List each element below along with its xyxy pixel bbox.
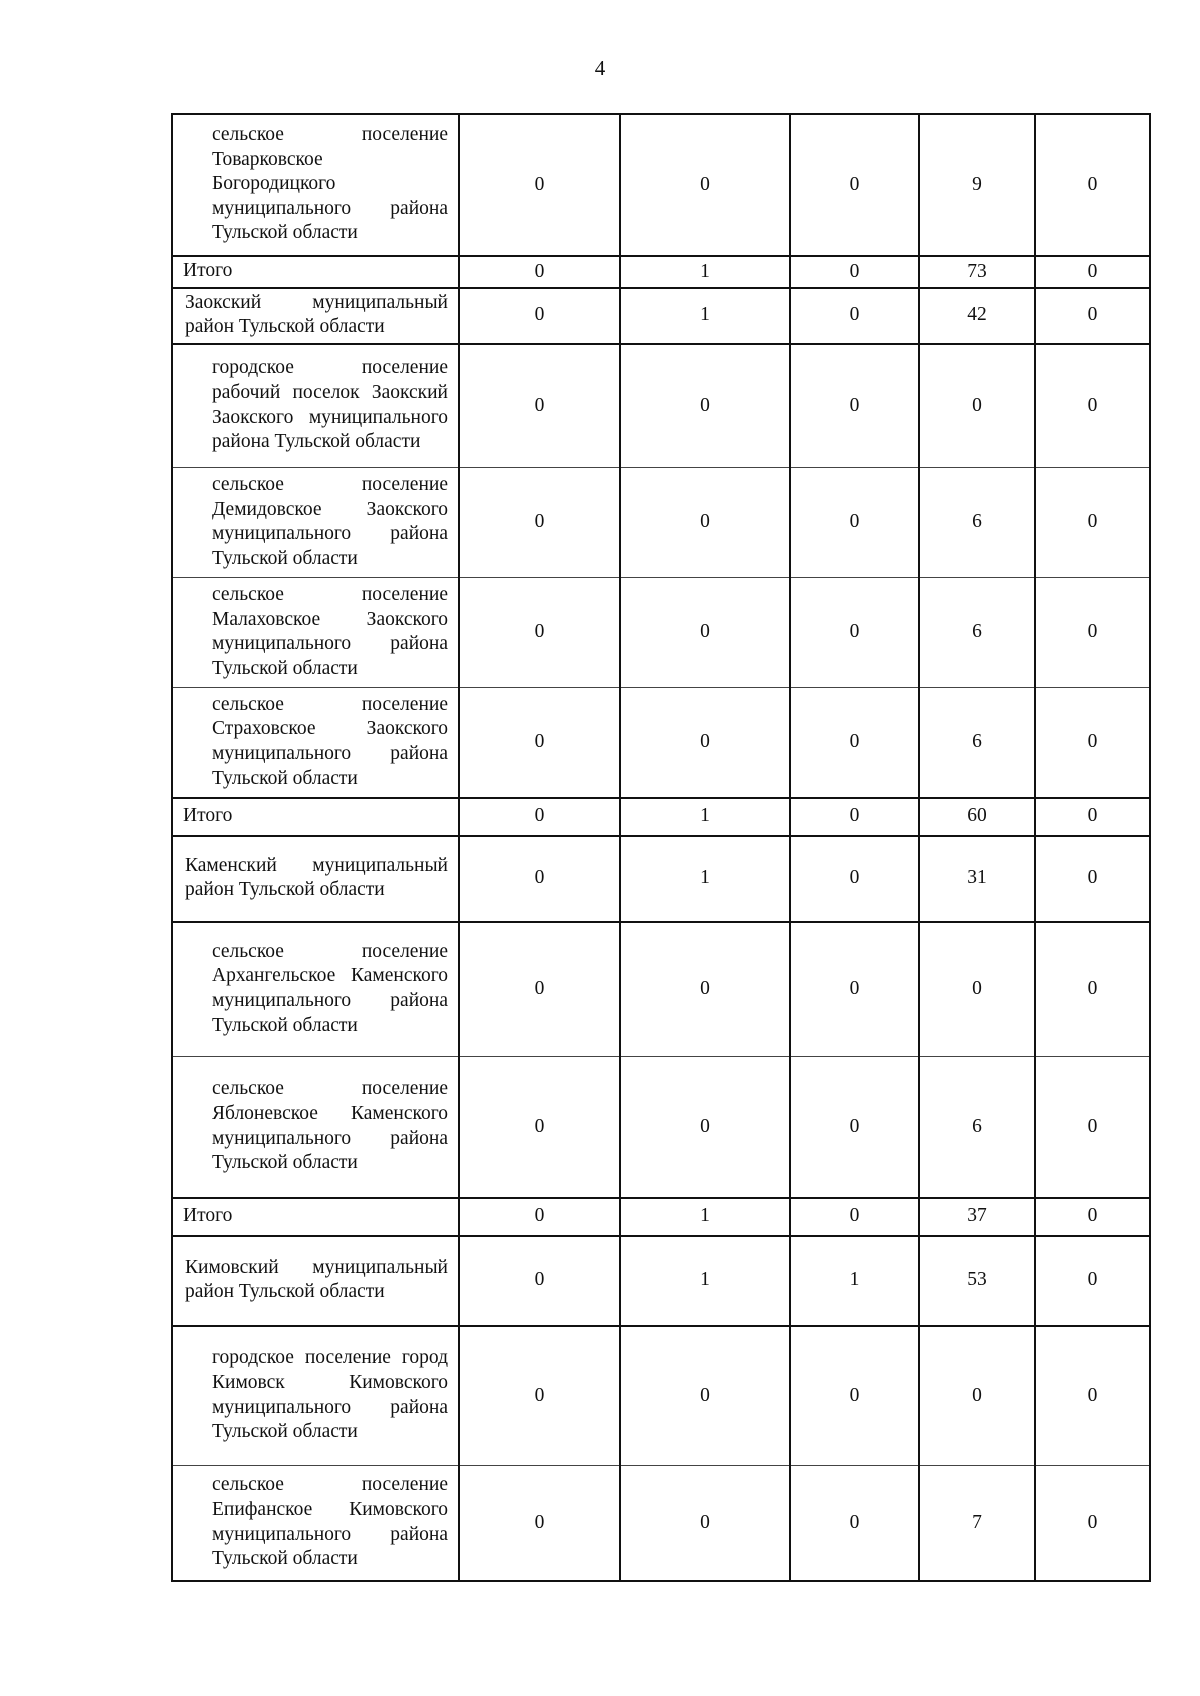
value-cell-5: 0 <box>1035 1466 1150 1581</box>
row-name-cell: сельское поселение Страховское Заокского муниципального района Тульской области <box>172 688 459 798</box>
value-cell-5: 0 <box>1035 688 1150 798</box>
value-cell-4: 53 <box>919 1236 1035 1326</box>
row-name-cell: Кимовский муниципальный район Тульской области <box>172 1236 459 1326</box>
value-cell-3: 0 <box>790 578 919 688</box>
value-cell-4: 60 <box>919 798 1035 836</box>
value-cell-3: 0 <box>790 468 919 578</box>
value-cell-2: 0 <box>620 1466 790 1581</box>
value-cell-4: 0 <box>919 922 1035 1057</box>
value-cell-2: 1 <box>620 1198 790 1236</box>
value-cell-1: 0 <box>459 1236 620 1326</box>
row-name-cell: Итого <box>172 798 459 836</box>
value-cell-3: 0 <box>790 1198 919 1236</box>
page-number: 4 <box>594 56 606 80</box>
value-cell-5: 0 <box>1035 344 1150 468</box>
district-row <box>172 288 1150 344</box>
value-cell-3: 0 <box>790 1326 919 1466</box>
value-cell-4: 6 <box>919 688 1035 798</box>
data-table <box>171 113 1151 1582</box>
value-cell-1: 0 <box>459 1057 620 1198</box>
value-cell-4: 7 <box>919 1466 1035 1581</box>
row-name-cell: сельское поселение Демидовское Заокского муниципального района Тульской области <box>172 468 459 578</box>
value-cell-5: 0 <box>1035 922 1150 1057</box>
value-cell-4: 6 <box>919 468 1035 578</box>
value-cell-1: 0 <box>459 798 620 836</box>
value-cell-2: 1 <box>620 836 790 922</box>
settlement-row <box>172 114 1150 256</box>
value-cell-1: 0 <box>459 1466 620 1581</box>
settlement-row <box>172 578 1150 688</box>
settlement-row <box>172 468 1150 578</box>
value-cell-3: 0 <box>790 922 919 1057</box>
value-cell-3: 0 <box>790 1466 919 1581</box>
value-cell-2: 1 <box>620 288 790 344</box>
value-cell-2: 0 <box>620 468 790 578</box>
value-cell-4: 0 <box>919 1326 1035 1466</box>
settlement-row <box>172 1466 1150 1581</box>
row-name-cell: Итого <box>172 1198 459 1236</box>
value-cell-2: 0 <box>620 344 790 468</box>
value-cell-5: 0 <box>1035 1198 1150 1236</box>
district-row <box>172 1236 1150 1326</box>
row-name-cell: сельское поселение Малаховское Заокского муниципального района Тульской области <box>172 578 459 688</box>
row-name-cell: сельское поселение Яблоневское Каменского муниципального района Тульской области <box>172 1057 459 1198</box>
value-cell-2: 0 <box>620 922 790 1057</box>
value-cell-3: 1 <box>790 1236 919 1326</box>
value-cell-2: 0 <box>620 114 790 256</box>
value-cell-1: 0 <box>459 114 620 256</box>
row-name-cell: сельское поселение Епифанское Кимовского муниципального района Тульской области <box>172 1466 459 1581</box>
value-cell-5: 0 <box>1035 256 1150 288</box>
value-cell-1: 0 <box>459 344 620 468</box>
value-cell-3: 0 <box>790 1057 919 1198</box>
district-row <box>172 836 1150 922</box>
value-cell-1: 0 <box>459 688 620 798</box>
value-cell-3: 0 <box>790 344 919 468</box>
settlement-row <box>172 344 1150 468</box>
value-cell-5: 0 <box>1035 798 1150 836</box>
settlement-row <box>172 688 1150 798</box>
value-cell-3: 0 <box>790 114 919 256</box>
value-cell-1: 0 <box>459 256 620 288</box>
value-cell-3: 0 <box>790 688 919 798</box>
value-cell-3: 0 <box>790 288 919 344</box>
value-cell-5: 0 <box>1035 1326 1150 1466</box>
row-name-cell: Заокский муниципальный район Тульской области <box>172 288 459 344</box>
row-name-cell: Итого <box>172 256 459 288</box>
value-cell-4: 6 <box>919 1057 1035 1198</box>
settlement-row <box>172 1057 1150 1198</box>
row-name-cell: сельское поселение Товарковское Богородицкого муниципального района Тульской области <box>172 114 459 256</box>
total-row <box>172 798 1150 836</box>
value-cell-4: 42 <box>919 288 1035 344</box>
value-cell-2: 1 <box>620 1236 790 1326</box>
row-name-cell: сельское поселение Архангельское Каменского муниципального района Тульской области <box>172 922 459 1057</box>
value-cell-1: 0 <box>459 922 620 1057</box>
total-row <box>172 256 1150 288</box>
value-cell-1: 0 <box>459 288 620 344</box>
value-cell-5: 0 <box>1035 836 1150 922</box>
value-cell-2: 1 <box>620 798 790 836</box>
value-cell-4: 6 <box>919 578 1035 688</box>
value-cell-1: 0 <box>459 1326 620 1466</box>
value-cell-1: 0 <box>459 578 620 688</box>
value-cell-4: 73 <box>919 256 1035 288</box>
value-cell-3: 0 <box>790 798 919 836</box>
value-cell-2: 0 <box>620 688 790 798</box>
value-cell-1: 0 <box>459 1198 620 1236</box>
value-cell-2: 0 <box>620 578 790 688</box>
value-cell-2: 0 <box>620 1326 790 1466</box>
row-name-cell: городское поселение рабочий поселок Заокский Заокского муниципального района Тульской области <box>172 344 459 468</box>
value-cell-2: 1 <box>620 256 790 288</box>
value-cell-3: 0 <box>790 256 919 288</box>
value-cell-2: 0 <box>620 1057 790 1198</box>
value-cell-3: 0 <box>790 836 919 922</box>
settlement-row <box>172 1326 1150 1466</box>
value-cell-1: 0 <box>459 468 620 578</box>
value-cell-5: 0 <box>1035 468 1150 578</box>
total-row <box>172 1198 1150 1236</box>
value-cell-4: 0 <box>919 344 1035 468</box>
value-cell-5: 0 <box>1035 114 1150 256</box>
table-body <box>172 114 1150 1581</box>
value-cell-5: 0 <box>1035 288 1150 344</box>
value-cell-5: 0 <box>1035 578 1150 688</box>
value-cell-4: 37 <box>919 1198 1035 1236</box>
row-name-cell: Каменский муниципальный район Тульской области <box>172 836 459 922</box>
value-cell-1: 0 <box>459 836 620 922</box>
value-cell-5: 0 <box>1035 1236 1150 1326</box>
value-cell-5: 0 <box>1035 1057 1150 1198</box>
value-cell-4: 31 <box>919 836 1035 922</box>
settlement-row <box>172 922 1150 1057</box>
value-cell-4: 9 <box>919 114 1035 256</box>
row-name-cell: городское поселение город Кимовск Кимовского муниципального района Тульской области <box>172 1326 459 1466</box>
